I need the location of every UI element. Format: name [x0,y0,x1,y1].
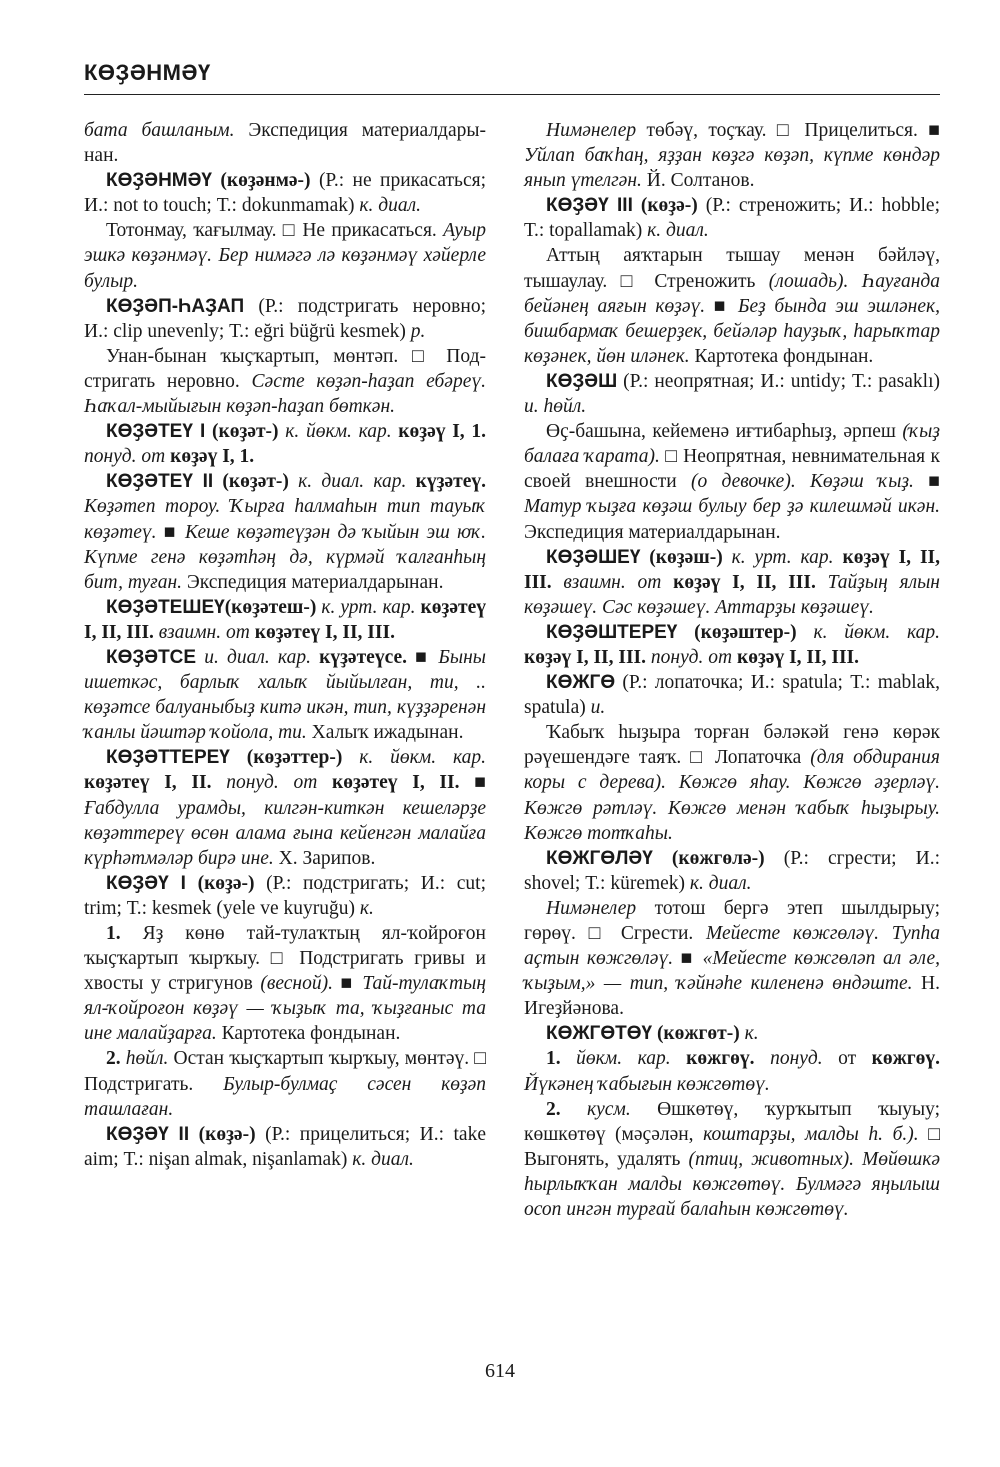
dictionary-paragraph [524,670,940,720]
entry-text: к. йөкм. кар. [359,747,486,769]
entry-text: (ҡыҙ балаға ҡарата). [524,421,940,468]
entry-text: Х. Зарипов. [273,847,376,869]
dictionary-paragraph [84,645,486,745]
entry-text: к. урт. кар. [321,596,421,618]
headword: КӨЖГӨЛӘҮ [546,847,653,869]
entry-text: (Р.: стреножить; И.: hobble; Т.: topallamak) [524,195,940,242]
entry-text: Остан ҡыҫҡартып ҡырҡыу, мөнтәү. □ Подстригать. [84,1048,486,1095]
headword: КӨЖГӨ [546,672,616,694]
entry-text: (көҙәнмә-) [211,170,311,192]
entry-text: (Р.: неопрятная; И.: untidy; Т.: pasaklı) [617,370,940,392]
entry-text: Мейесте көжгөләү. Тупһа аҫтын көжгөләү. ■ «Мейесте көжгөләп ал әле, ҡыҙым,» — тип, ҡәйнәһе килененә өндәште. [524,923,940,995]
dictionary-paragraph [84,344,486,419]
entry-text: кусм. [586,1098,631,1120]
entry-text: көжгөү. [871,1048,941,1070]
entry-text: к. диал. [647,220,709,242]
entry-text: взаимн. от [563,571,674,593]
entry-text: □ Неопрятная, невнимательная к своей внешности [524,446,940,493]
entry-text: к. йөкм. кар. [813,621,940,643]
entry-text: Н. Игеҙйәнова. [524,973,940,1020]
headword: КӨҘӘТТЕРЕҮ [106,747,230,769]
entry-text: (лошадь). Һауғанда бейәнең аяғын көҙәү. ■ Беҙ бында эш эшләнек, бишбармаҡ бешерҙек, бейәләр һауҙыҡ, һарыҡтар көҙәнек, йөн иләнек. [524,270,940,367]
entry-text: Ауыр эшкә көҙәнмәү. Бер нимәгә лә көҙәнмәү хәйерле булыр. [84,220,486,292]
entry-text: Йүкәнең ҡабығын көжгөтөү. [524,1073,770,1095]
entry-text: и. һөйл. [524,396,587,418]
entry-text: понуд. [770,1048,823,1070]
dictionary-paragraph [84,1046,486,1121]
entry-text: Булыр-булмаҫ сәсен көҙәп ташлаған. [84,1073,487,1120]
dictionary-paragraph [84,745,486,870]
entry-text: Көҙәтеп тороу. Ҡырға һалмаһын тип тауыҡ көҙәтеү. ■ Кеше көҙәтеүҙән дә ҡыйын эш юҡ. Күпме генә көҙәтһәң дә, күрмәй ҡалғанһың бит, туған. [84,496,486,593]
entry-text: Тотонмау, ҡағылмау. □ Не прикасаться. [106,220,444,242]
entry-text: (о девочке). Көҙәш ҡыҙ. ■ Матур ҡыҙға көҙәш булыу бер ҙә килешмәй икән. [524,471,940,518]
entry-text: к. йөкм. кар. [285,421,399,443]
entry-text: (көҙә-) [632,195,706,217]
dictionary-paragraph [84,469,486,594]
dictionary-paragraph [84,419,486,469]
headword: КӨҘӘТЕШЕҮ [106,596,225,618]
entry-text: күҙәтеү. [415,471,486,493]
entry-text: (Р.: сгрести; И.: shovel; Т.: küremek) [524,847,940,894]
headword: КӨЖГӨТӨҮ [546,1023,653,1045]
entry-text: төбәү, тоҫҡау. □ Прицелиться. [636,120,929,141]
entry-text: көҙәү I, 1. [170,446,255,468]
entry-text: и. диал. кар. [196,646,320,668]
entry-text: Экспедиция материалдарынан. [84,120,486,167]
headword: КӨҘӘШ [546,370,618,392]
left-column [84,118,486,1172]
entry-text: Тайҙың ялын көҙәшеү. Сәс көҙәшеү. Аттарҙы көҙәшеү. [524,571,940,618]
entry-text: 2. [106,1048,126,1070]
headword: КӨҘӘНМӘҮ [106,170,212,192]
entry-text: Нимәнелер [546,897,637,919]
entry-text: к. диал. кар. [298,471,416,493]
entry-text: күҙәтеүсе. [319,646,416,668]
entry-text: (көҙәтеш-) [224,596,322,618]
dictionary-paragraph [84,595,486,645]
dictionary-paragraph [524,193,940,243]
entry-text: Яҙ көнө тай-тулаҡтың ял-ҡойроғон ҡыҫҡартып ҡырҡыу. □ Подстригать гривы и хвосты у стригунов [84,923,486,995]
entry-text: бата башланым. [84,120,235,141]
headword: КӨҘӘП-ҺАҘАП [106,295,245,317]
headword: КӨҘӘТСЕ [106,646,197,668]
headword: КӨҘӘШТЕРЕҮ [546,621,678,643]
headword: КӨҘӘҮ III [546,195,633,217]
entry-text: (весной). ■ Тай-тулаҡтың ял-ҡойроғон көҙәү — ҡыҙыҡ та, ҡыҙғаныс та ине малайҙарға. [84,973,486,1045]
entry-text: к. [359,897,374,919]
running-header [84,60,940,95]
entry-text: (Р.: подстригать; И.: cut; trim; Т.: kesmek (yele ve kuyruğu) [84,872,486,919]
entry-text: (көжгөлә-) [652,847,784,869]
entry-text: Экспедиция материалдарынан. [182,571,444,593]
headword: КӨҘӘҮ II [106,1123,190,1145]
entry-text: Сәсте көҙәп-һаҙап ебәреү. Һаҡал-мыйығын көҙәп-һаҙап бөткән. [84,370,486,418]
entry-text: Картотека фондынан. [216,1023,401,1045]
entry-text: □ Выгонять, удалять [524,1123,940,1170]
entry-text: Картотека фондынан. [689,345,874,367]
page-number: 614 [485,1360,515,1382]
entry-text: (Р.: прицелиться; И.: take aim; Т.: nişan almak, nişanlamak) [84,1123,486,1170]
entry-text: көҙәү I, II, III. [524,646,651,668]
entry-text: ■ Уйлап баҡһаң, яҙҙан көҙгә көҙәп, күпме көндәр янып үтелгән. [524,120,940,192]
entry-text: Өшкөтөү, ҡурҡытып ҡыуыу; көшкөтөү (мәҫәлән, [524,1098,941,1145]
entry-text: понуд. от [650,646,737,668]
dictionary-paragraph [524,1046,940,1096]
entry-text: көҙәтеү I, II, III. [84,596,487,643]
headword: КӨҘӘТЕҮ I [106,421,206,443]
entry-text: йөкм. кар. [576,1048,687,1070]
dictionary-paragraph [524,369,940,419]
entry-text: Унан-бынан ҡыҫҡартып, мөнтәп. □ Подстригать неровно. [84,345,486,392]
dictionary-paragraph [524,545,940,620]
dictionary-paragraph [524,1021,940,1046]
entry-text: к. диал. [689,872,752,894]
dictionary-paragraph [524,896,940,1021]
entry-text: (для обдирания коры с дерева). Көжгө яһау. Көжгө әҙерләү. Көжгө рәтләү. Көжгө менән ҡабыҡ һыҙырыу. Көжгө тотҡаһы. [524,747,940,844]
entry-text: Й. Солтанов. [641,170,755,192]
entry-text: көҙәү I, II, III. [673,571,828,593]
entry-text: (Р.: подстригать неровно; И.: clip unevenly; Т.: eğri büğrü kesmek) [84,295,486,342]
headword: КӨҘӘТЕҮ II [106,471,214,493]
entry-text: көҙәү I, II, III. [736,646,859,668]
dictionary-paragraph [84,871,486,921]
entry-text: коштарҙы, малды һ. б.). [703,1123,919,1145]
entry-text: көҙәү I, II, III. [524,546,941,593]
entry-text: и. [590,697,606,719]
entry-text: (көҙә-) [185,872,267,894]
entry-text: көҙәү I, 1. [398,421,487,443]
dictionary-paragraph [524,620,940,670]
entry-text: (көҙәш-) [640,546,732,568]
entry-text: р. [410,320,426,342]
entry-text: (птиц, животных). Мөйөшкә һырлыҡҡан малды көжгөтөү. Булмәгә яңылыш осоп ингән турғай балаһын көжгөтөү. [524,1148,940,1221]
dictionary-paragraph [524,720,940,845]
entry-text: ■ Ғабдулла урамды, килгән-киткән кешеләрҙе көҙәттереү өсөн алама ғына кейенгән малайға күрһәтмәләр бирә ине. [84,772,487,869]
entry-text: (көҙәттер-) [229,747,360,769]
dictionary-paragraph [84,1122,486,1172]
entry-text: көҙәтеү I, II. [332,772,475,794]
entry-text: к. урт. кар. [731,546,843,568]
entry-text: көҙәтеү I, II. [84,772,227,794]
entry-text: көҙәтеү I, II, III. [254,621,395,643]
entry-text: к. диал. [352,1148,414,1170]
entry-text: Ҡабыҡ һыҙыра торған бәләкәй генә көрәк рәүешендәге таяҡ. □ Лопаточка [524,722,940,769]
dictionary-paragraph [84,168,486,218]
entry-text: от [822,1048,872,1070]
right-column [524,118,940,1222]
dictionary-paragraph [524,1097,940,1222]
entry-text: к. [744,1023,759,1045]
entry-text: 1. [106,923,143,944]
entry-text: (көҙәштер-) [677,621,814,643]
headword: КӨҘӘҮ I [106,872,186,894]
entry-text: 1. [546,1048,577,1070]
entry-text: тотош бергә этеп шылдырыу; гөрөү. □ Сгрести. [524,897,940,944]
entry-text: (көҙәт-) [213,471,299,493]
entry-text: 2. [546,1098,587,1120]
dictionary-paragraph [524,846,940,896]
dictionary-paragraph [524,118,940,193]
dictionary-paragraph [524,243,940,368]
entry-text: (көжгөт-) [652,1023,745,1045]
entry-text: көжгөү. [686,1048,771,1070]
entry-text: (көҙә-) [189,1123,266,1145]
dictionary-paragraph [84,294,486,344]
entry-text: (Р.: не прикасаться; И.: not to touch; Т.: dokunmamak) [84,170,486,217]
headword: КӨҘӘШЕҮ [546,546,641,568]
entry-text: Аттың аяҡтарын тышау менән бәйләү, тышаулау. □ Стреножить [524,245,940,292]
dictionary-paragraph [524,419,940,544]
entry-text: ■ Быны ишеткәс, барлыҡ халыҡ йыйылған, ти, .. көҙәтсе балуаныбыҙ китә икән, тип, күҙҙәренән ҡанлы йәштәр ҡойола, ти. [84,646,486,744]
entry-text: Халыҡ ижадынан. [306,722,464,744]
entry-text: Экспедиция материалдарынан. [524,521,781,543]
entry-text: Өҫ-башына, кейеменә иғтибарһыҙ, әрпеш [546,421,903,443]
entry-text: (Р.: лопаточка; И.: spatula; Т.: mablak, spatula) [524,672,940,719]
entry-text: понуд. от [226,772,333,794]
header-title: КӨҘӘНМӘҮ [84,60,211,85]
entry-text: Нимәнелер [546,120,637,141]
dictionary-paragraph [84,218,486,293]
entry-text: понуд. от [84,446,171,468]
entry-text: к. диал. [359,195,421,217]
entry-text: взаимн. от [158,621,255,643]
dictionary-paragraph [84,118,486,168]
entry-text: һөйл. [125,1048,169,1070]
entry-text: (көҙәт-) [205,421,286,443]
dictionary-paragraph [84,921,486,1046]
